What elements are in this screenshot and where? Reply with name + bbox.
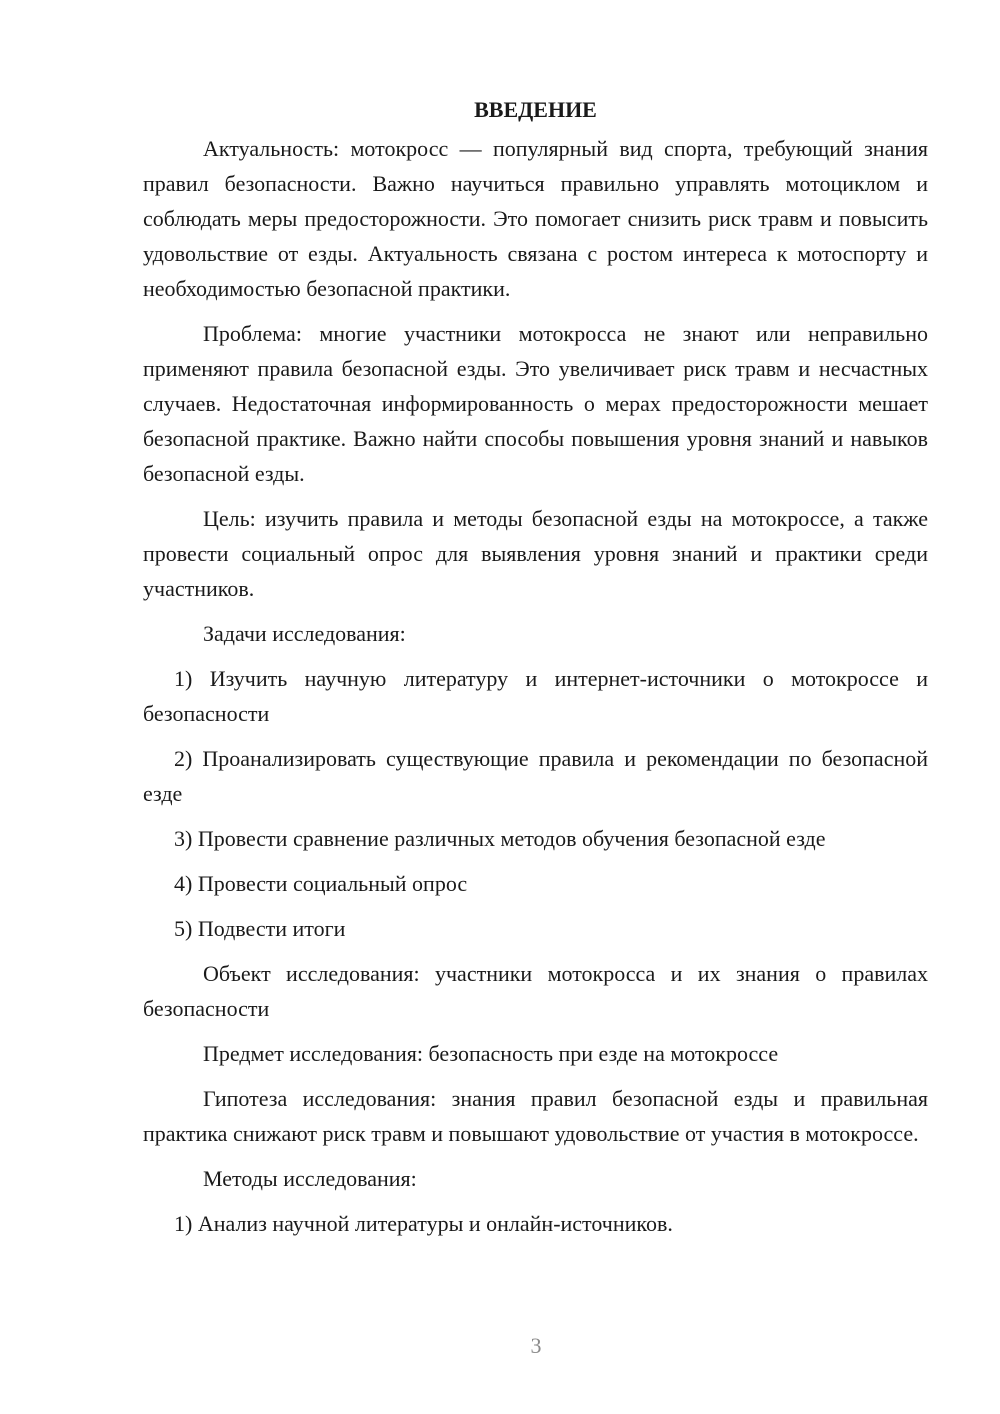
task-item-5: 5) Подвести итоги (174, 916, 346, 941)
tasks-title: Задачи исследования: (203, 621, 406, 646)
section-heading: ВВЕДЕНИЕ (474, 97, 597, 122)
task-item-1: 1) Изучить научную литературу и интернет-источники о мотокроссе и безопасности (143, 666, 928, 726)
object-paragraph: Объект исследования: участники мотокросса и их знания о правилах безопасности (143, 961, 928, 1021)
method-item-1: 1) Анализ научной литературы и онлайн-источников. (174, 1211, 673, 1236)
problem-paragraph: Проблема: многие участники мотокросса не знают или неправильно применяют правила безопасной езды. Это увеличивает риск травм и несчастных случаев. Недостаточная информированность о мерах предосторожности мешает безопасной практике. Важно найти способы повышения уровня знаний и навыков безопасной езды. (143, 321, 928, 486)
hypothesis-paragraph: Гипотеза исследования: знания правил безопасной езды и правильная практика снижают риск травм и повышают удовольствие от участия в мотокроссе. (143, 1086, 928, 1146)
task-item-2: 2) Проанализировать существующие правила и рекомендации по безопасной езде (143, 746, 928, 806)
task-item-3: 3) Провести сравнение различных методов обучения безопасной езде (174, 826, 826, 851)
methods-title: Методы исследования: (203, 1166, 417, 1191)
relevance-paragraph: Актуальность: мотокросс — популярный вид спорта, требующий знания правил безопасности. Важно научиться правильно управлять мотоциклом и соблюдать меры предосторожности. Это помогает снизить риск травм и повысить удовольствие от езды. Актуальность связана с ростом интереса к мотоспорту и необходимостью безопасной практики. (143, 136, 928, 301)
page-content (143, 92, 928, 1251)
page-number: 3 (530, 1333, 542, 1358)
subject-paragraph: Предмет исследования: безопасность при езде на мотокроссе (203, 1041, 779, 1066)
goal-paragraph: Цель: изучить правила и методы безопасной езды на мотокроссе, а также провести социальный опрос для выявления уровня знаний и практики среди участников. (143, 506, 928, 601)
task-item-4: 4) Провести социальный опрос (174, 871, 468, 896)
